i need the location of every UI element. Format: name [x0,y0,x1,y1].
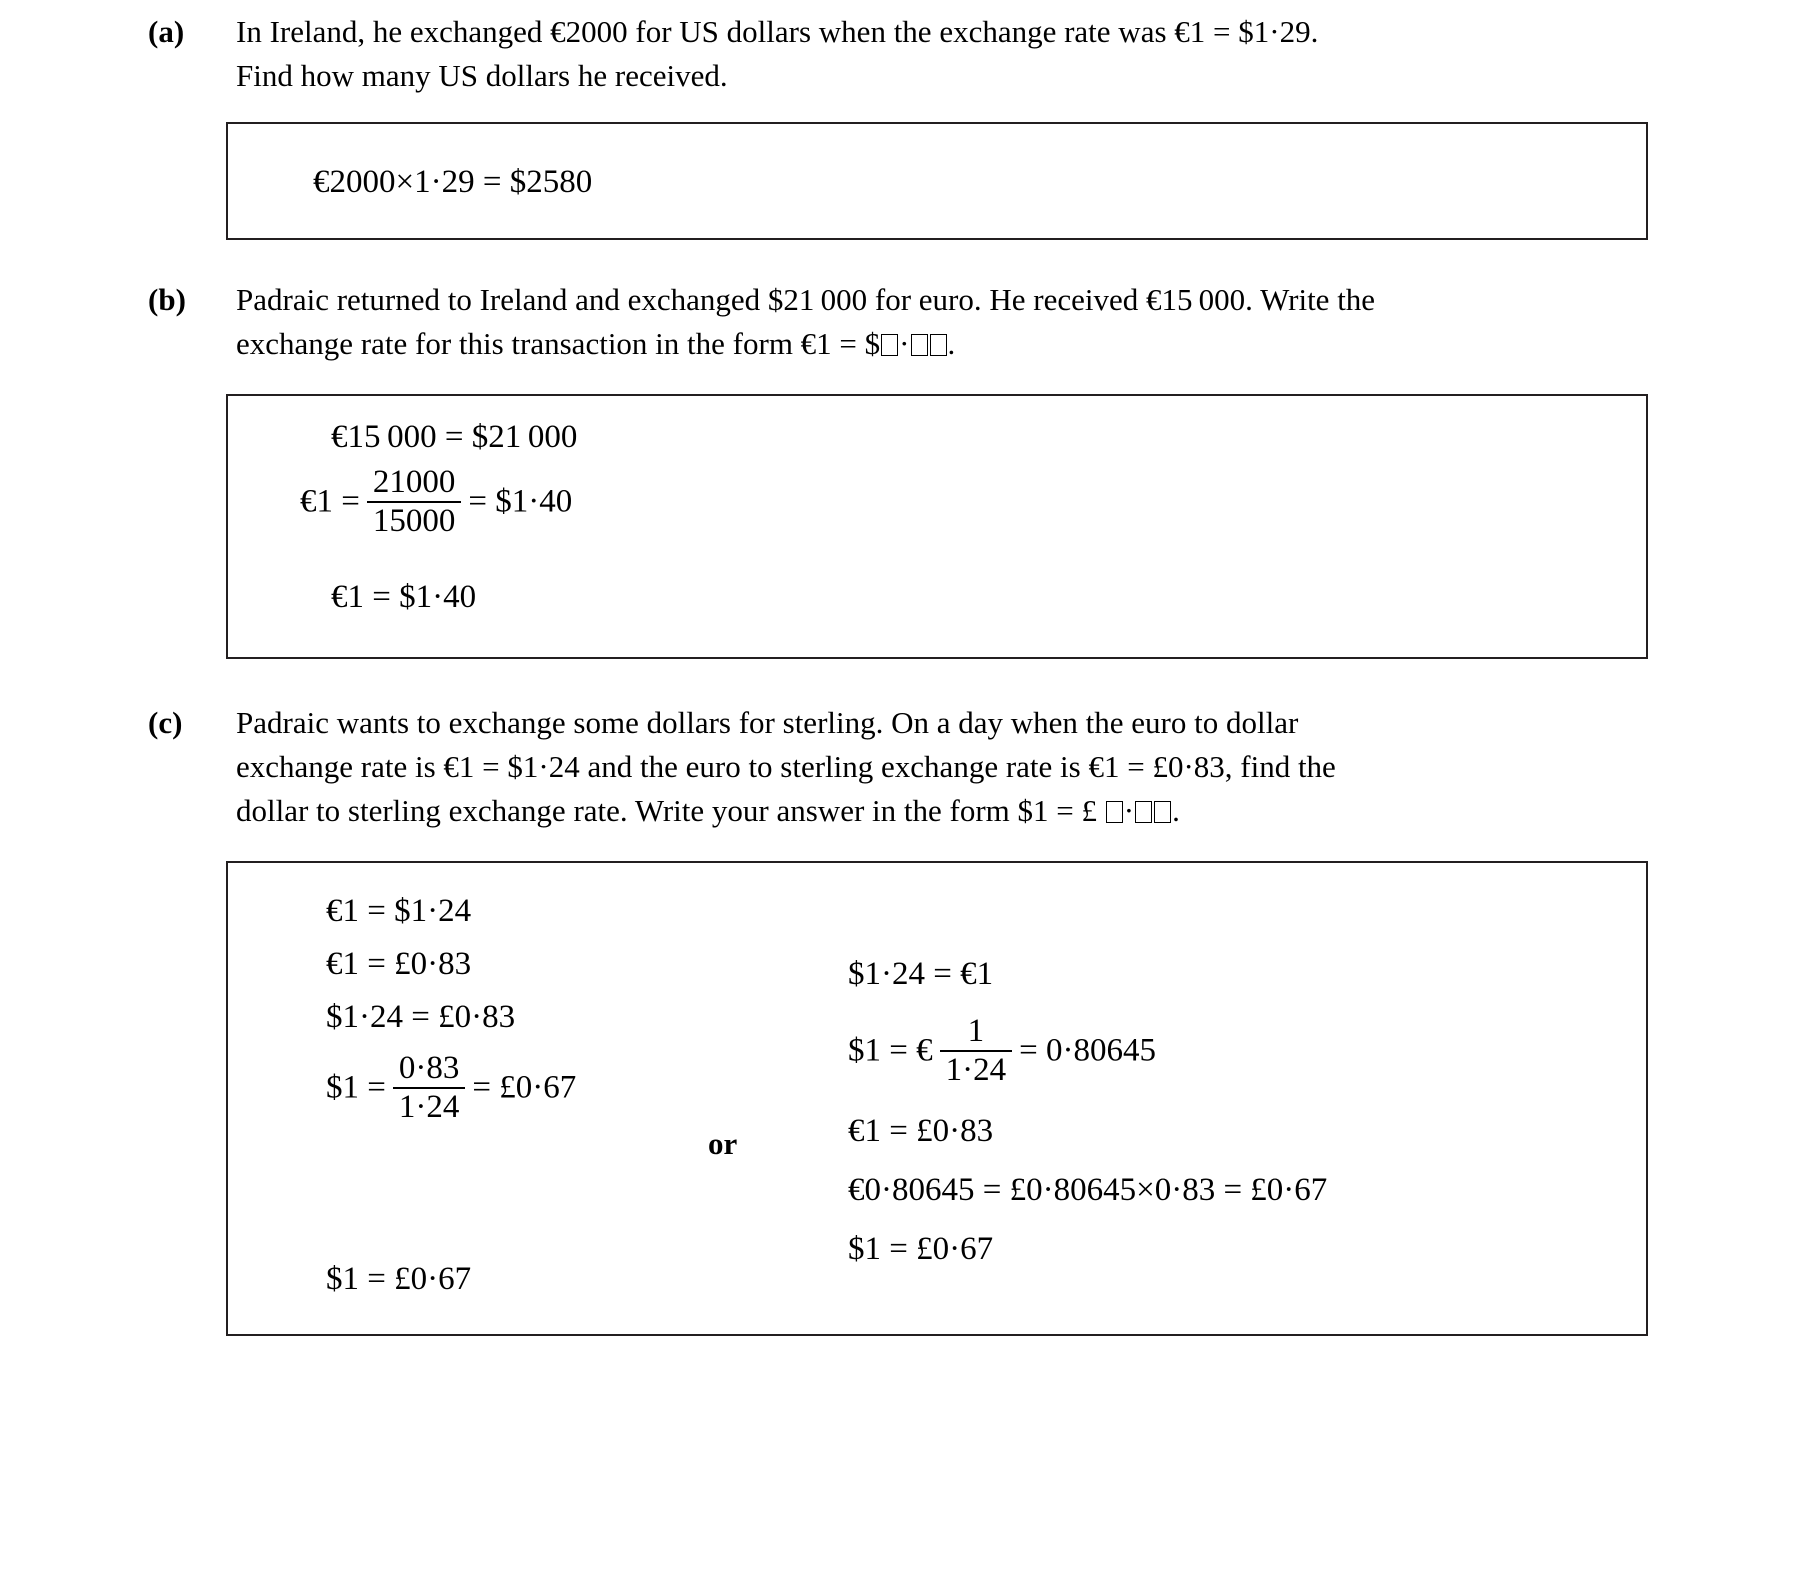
answer-c-right-fraction [940,1015,1013,1087]
answer-c-left-line-2: €1 = £0·83 [326,946,472,982]
answer-b-line-2 [300,464,573,540]
question-a-text-line-1: In Ireland, he exchanged €2000 for US dollars when the exchange rate was €1 = $1·29. [236,14,1319,49]
question-c-text-line-3-prefix: dollar to sterling exchange rate. Write your answer in the form $1 = £ [236,793,1105,828]
answer-c-right-fraction-lhs: $1 = € [848,1032,933,1069]
question-b-text-line-2-suffix: . [947,326,956,361]
answer-box-a [226,122,1648,240]
answer-placeholder-box-units [881,334,898,356]
question-c-decimal-point: · [1123,793,1135,828]
answer-c-right-line-4: €0·80645 = £0·80645×0·83 = £0·67 [848,1172,1328,1208]
answer-c-right-line-5: $1 = £0·67 [848,1231,994,1267]
answer-b-fraction-denominator: 15000 [367,501,462,538]
question-c-text [236,701,1818,833]
answer-c-right-line-1: $1·24 = €1 [848,956,994,992]
answer-c-left-final-line: $1 = £0·67 [326,1261,472,1297]
question-a-label: (a) [148,14,185,49]
question-c-label: (c) [148,705,183,740]
question-c-text-line-3 [236,789,1648,833]
answer-c-left-fraction [393,1052,466,1124]
answer-c-left-line-1: €1 = $1·24 [326,893,472,929]
answer-b-fraction [367,466,462,538]
answer-b-line-2-lhs: €1 = [300,483,360,520]
question-b-label: (b) [148,282,186,317]
answer-c-left-column [326,895,576,1126]
answer-placeholder-box-hundredths [930,334,947,356]
answer-c-left-final [326,1263,471,1296]
question-b-text-line-1: Padraic returned to Ireland and exchanged $21 000 for euro. He received €15 000. Write the [236,282,1376,317]
question-a [0,0,1818,98]
answer-box-c [226,861,1648,1336]
question-b [0,240,1818,366]
answer-c-left-fraction-lhs: $1 = [326,1069,386,1106]
answer-c-left-fraction-numerator: 0·83 [398,1050,460,1086]
answer-placeholder-box-hundredths-c [1154,801,1171,823]
answer-placeholder-box-tenths [911,334,928,356]
answer-c-right-fraction-line [848,1013,1327,1089]
answer-b-fraction-numerator: 21000 [372,464,456,500]
answer-a-line-1: €2000×1·29 = $2580 [313,164,593,200]
answer-placeholder-box-tenths-c [1135,801,1152,823]
answer-c-left-fraction-rhs: = £0·67 [472,1069,577,1106]
answer-c-left-fraction-line [326,1050,577,1126]
answer-c-right-line-3: €1 = £0·83 [848,1113,994,1149]
question-b-text [236,278,1818,366]
answer-b-line-1: €15 000 = $21 000 [331,419,578,455]
question-a-text [236,10,1818,98]
question-c-text-line-2: exchange rate is €1 = $1·24 and the euro to sterling exchange rate is €1 = £0·83, find the [236,749,1336,784]
question-b-decimal-point: · [899,326,910,361]
question-c-text-line-3-suffix: . [1172,793,1180,828]
question-c [0,659,1818,833]
answer-placeholder-box-units-c [1106,801,1123,823]
answer-c-right-column [848,958,1327,1266]
question-c-text-line-1: Padraic wants to exchange some dollars for sterling. On a day when the euro to dollar [236,705,1299,740]
answer-c-left-fraction-denominator: 1·24 [393,1087,466,1124]
question-a-text-line-2: Find how many US dollars he received. [236,58,728,93]
answer-c-or-label: or [708,1126,738,1161]
answer-c-right-fraction-denominator: 1·24 [940,1050,1013,1087]
answer-c-right-fraction-rhs: = 0·80645 [1019,1032,1156,1069]
answer-box-b [226,394,1648,659]
question-b-text-line-2 [236,322,1648,366]
question-b-text-line-2-prefix: exchange rate for this transaction in the form €1 = $ [236,326,881,361]
answer-c-right-fraction-numerator: 1 [967,1013,985,1049]
answer-b-line-3: €1 = $1·40 [331,579,477,615]
answer-c-left-line-3: $1·24 = £0·83 [326,999,516,1035]
answer-b-line-2-rhs: = $1·40 [468,483,573,520]
